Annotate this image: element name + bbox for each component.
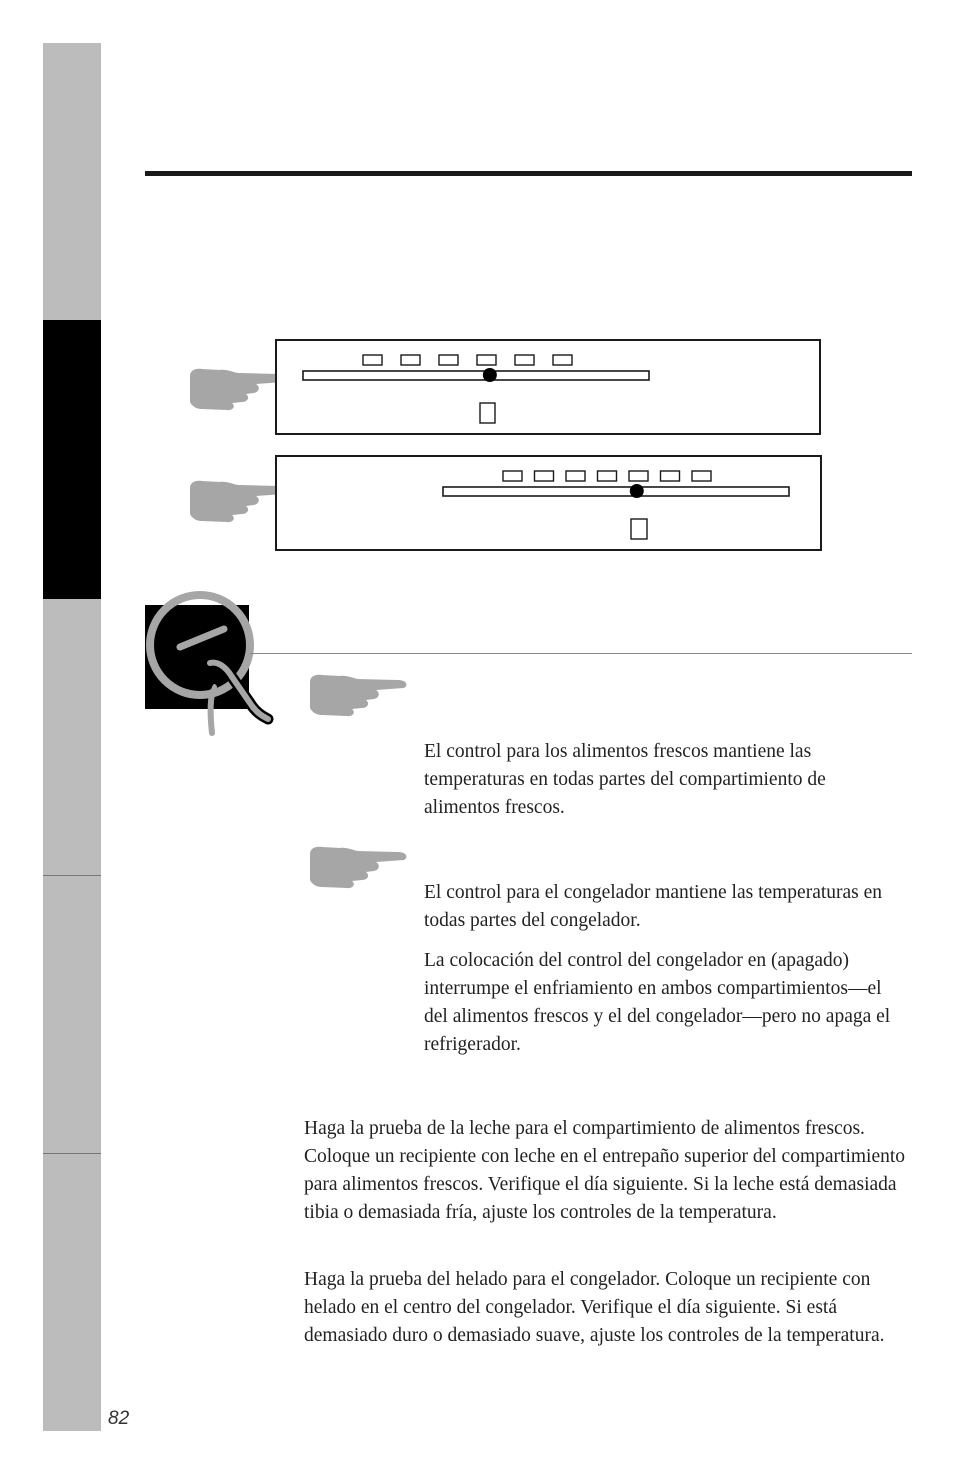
slider-mark	[503, 471, 522, 481]
sidebar-divider	[43, 875, 101, 876]
milk-test-text: Haga la prueba de la leche para el compartimiento de alimentos frescos. Coloque un recipiente con leche en el entrepaño superior del compartimiento para alimentos frescos. Verifique el día siguiente. Si la leche está demasiada tibia o demasiada fría, ajuste los controles de la temperatura.	[304, 1118, 906, 1223]
slider-mark	[439, 355, 458, 365]
pointing-hand-icon	[306, 844, 414, 890]
setting-indicator	[480, 403, 495, 423]
ice-cream-test-text: Haga la prueba del helado para el congelador. Coloque un recipiente con helado en el centro del congelador. Verifique el día siguiente. Si está demasiado duro o demasiado suave, ajuste los controles de la temperatura.	[304, 1269, 885, 1346]
setting-indicator	[631, 519, 647, 539]
slider-mark	[363, 355, 382, 365]
freezer-off-text: La colocación del control del congelador en (apagado) interrumpe el enfriamiento en ambos compartimientos—el del alimentos frescos y el del congelador—pero no apaga el refrigerador.	[424, 950, 891, 1055]
sidebar-tab-gray-top	[43, 43, 101, 320]
slider-track	[303, 371, 649, 380]
slider-track	[443, 487, 789, 496]
slider-mark	[553, 355, 572, 365]
slider-mark	[401, 355, 420, 365]
pointing-hand-icon	[306, 672, 414, 718]
freezer-slider	[277, 457, 824, 553]
slider-mark	[515, 355, 534, 365]
slider-mark	[692, 471, 711, 481]
fresh-food-control-panel	[275, 339, 821, 435]
section-rule	[145, 171, 912, 176]
slider-mark	[535, 471, 554, 481]
fresh-food-control-text: El control para los alimentos frescos mantiene las temperaturas en todas partes del compartimiento de alimentos frescos.	[424, 741, 826, 818]
freezer-control-text: El control para el congelador mantiene las temperaturas en todas partes del congelador.	[424, 882, 883, 931]
control-dial-icon	[140, 575, 280, 740]
section-rule-thin	[250, 653, 912, 654]
fresh-food-slider	[277, 341, 823, 437]
page-number: 82	[108, 1408, 130, 1429]
freezer-control-panel	[275, 455, 822, 551]
slider-mark	[629, 471, 648, 481]
slider-mark	[661, 471, 680, 481]
slider-mark	[477, 355, 496, 365]
sidebar-tab-active	[43, 320, 101, 599]
slider-mark	[566, 471, 585, 481]
slider-knob	[630, 484, 644, 498]
sidebar-divider	[43, 1153, 101, 1154]
sidebar-tab-gray-bottom	[43, 599, 101, 1431]
slider-knob	[483, 368, 497, 382]
slider-mark	[598, 471, 617, 481]
